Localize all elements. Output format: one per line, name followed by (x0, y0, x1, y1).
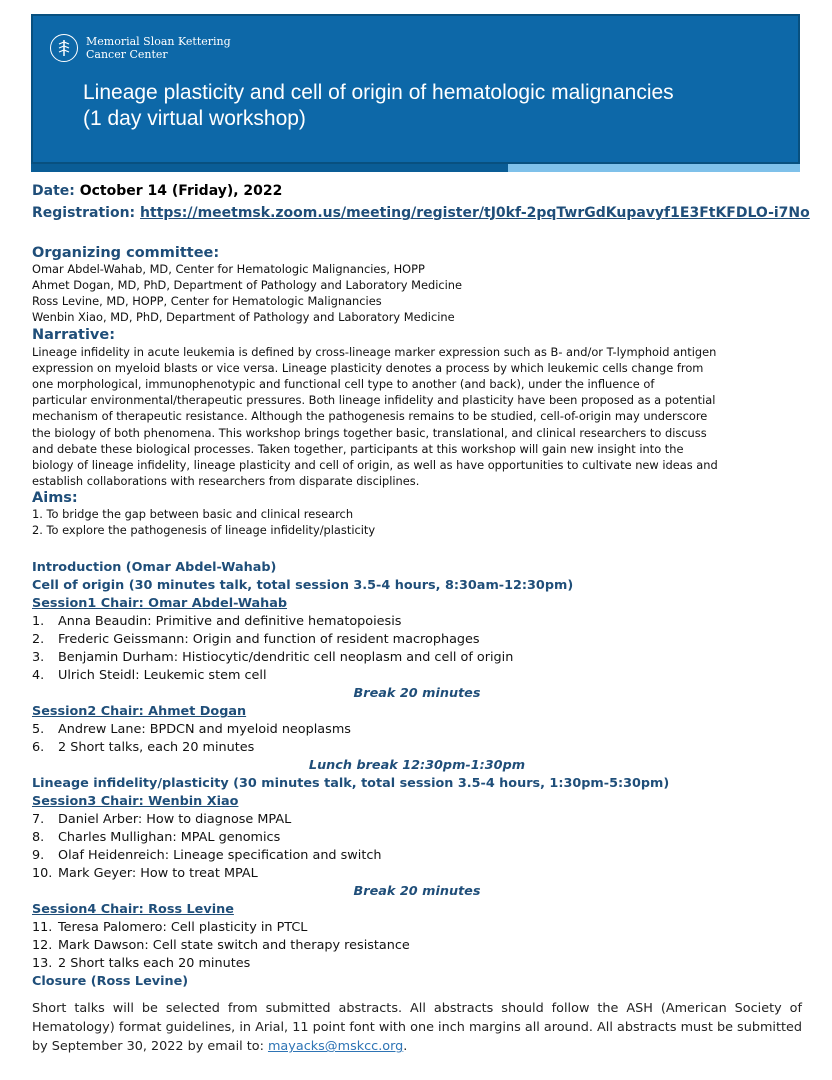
talk-number: 11. (32, 920, 53, 936)
list-item (32, 955, 802, 973)
document-body (32, 180, 810, 1056)
talk-text: Charles Mullighan: MPAL genomics (58, 830, 281, 846)
talk-number: 4. (32, 668, 45, 684)
list-item (32, 811, 802, 829)
talk-number: 13. (32, 956, 53, 972)
aim-item: 2. To explore the pathogenesis of lineage infidelity/plasticity (32, 523, 376, 538)
registration-row (32, 202, 810, 224)
date-row (32, 180, 802, 202)
banner-stripe (31, 164, 800, 172)
talk-number: 12. (32, 938, 53, 954)
talk-number: 3. (32, 650, 45, 666)
talk-text: Anna Beaudin: Primitive and definitive hematopoiesis (58, 614, 402, 630)
talk-number: 5. (32, 722, 45, 738)
narrative-line: particular environmental/therapeutic pressures. Both lineage infidelity and plasticity have been proposed as a potential (32, 393, 716, 408)
session3-chair: Session3 Chair: Wenbin Xiao (32, 794, 239, 810)
narrative-line: the biology of both phenomena. This workshop brings together basic, translational, and clinical researchers to discuss (32, 425, 707, 440)
list-item (32, 631, 802, 649)
aims-list (32, 507, 802, 539)
talk-text: Teresa Palomero: Cell plasticity in PTCL (58, 920, 308, 936)
list-item (32, 649, 802, 667)
talk-number: 7. (32, 812, 45, 828)
stripe-dark (31, 164, 508, 172)
footer-text: Short talks will be selected from submitted abstracts. All abstracts should follow the ASH (American Society of Hematology) format guidelines, in Arial, 11 point font with one inch margins all around. All abstracts must be submitted by September 30, 2022 by email to: (32, 1001, 802, 1055)
talk-text: Ulrich Steidl: Leukemic stem cell (58, 668, 267, 684)
logo-line1: Memorial Sloan Kettering (86, 35, 231, 48)
narrative-line: one morphological, immunophenotypic and functional cell type to another (and back), under the influence of (32, 377, 655, 392)
list-item (32, 613, 802, 631)
stripe-light (508, 164, 800, 172)
talk-text: Olaf Heidenreich: Lineage specification and switch (58, 848, 382, 864)
list-item (32, 667, 802, 685)
registration-link[interactable]: https://meetmsk.zoom.us/meeting/register/tJ0kf-2pqTwrGdKupavyf1E3FtKFDLO-i7No (140, 205, 810, 221)
msk-logo-icon (50, 34, 78, 62)
committee-heading: Organizing committee: (32, 245, 220, 261)
narrative-line: and debate these biological processes. Taken together, participants at this workshop will gain new insight into the (32, 441, 684, 456)
narrative-line: mechanism of therapeutic resistance. Although the pathogenesis remains to be studied, cell-of-origin may underscore (32, 409, 708, 424)
logo-text (86, 35, 231, 61)
narrative-line: biology of lineage infidelity, lineage plasticity and cell of origin, as well as have opportunities to cultivate new ideas and (32, 458, 718, 473)
committee-list (32, 262, 802, 326)
session1-talks (32, 613, 802, 685)
registration-label: Registration: (32, 205, 136, 221)
narrative-line: Lineage infidelity in acute leukemia is defined by cross-lineage marker expression such as B- and/or T-lymphoid antigen (32, 344, 717, 359)
narrative-line: expression on myeloid blasts or vice versa. Lineage plasticity denotes a process by which leukemic cells change from (32, 360, 704, 375)
aims-heading: Aims: (32, 490, 78, 507)
session3-talks (32, 811, 802, 883)
title-line1: Lineage plasticity and cell of origin of hematologic malignancies (83, 81, 674, 104)
talk-text: Mark Geyer: How to treat MPAL (58, 866, 258, 882)
date-label: Date: (32, 183, 75, 199)
part1-heading: Cell of origin (30 minutes talk, total session 3.5-4 hours, 8:30am-12:30pm) (32, 578, 574, 594)
session2-chair: Session2 Chair: Ahmet Dogan (32, 704, 247, 720)
narrative-text (32, 344, 802, 490)
talk-text: 2 Short talks, each 20 minutes (58, 740, 255, 756)
introduction: Introduction (Omar Abdel-Wahab) (32, 560, 277, 576)
talk-text: Mark Dawson: Cell state switch and therapy resistance (58, 938, 410, 954)
talk-number: 8. (32, 830, 45, 846)
committee-member: Ross Levine, MD, HOPP, Center for Hematologic Malignancies (32, 293, 382, 308)
list-item (32, 847, 802, 865)
list-item (32, 739, 802, 757)
title-line2: (1 day virtual workshop) (83, 107, 306, 130)
logo-line2: Cancer Center (86, 48, 168, 61)
talk-number: 6. (32, 740, 45, 756)
committee-member: Omar Abdel-Wahab, MD, Center for Hematologic Malignancies, HOPP (32, 262, 425, 276)
list-item (32, 865, 802, 883)
closure: Closure (Ross Levine) (32, 974, 189, 990)
list-item (32, 829, 802, 847)
page-title (83, 80, 783, 132)
narrative-heading: Narrative: (32, 326, 115, 343)
footer-note (32, 999, 802, 1056)
contact-email-link[interactable]: mayacks@mskcc.org (267, 1039, 404, 1055)
part2-heading: Lineage infidelity/plasticity (30 minutes talk, total session 3.5-4 hours, 1:30pm-5:30pm) (32, 776, 670, 792)
break-1: Break 20 minutes (353, 686, 481, 702)
talk-number: 2. (32, 632, 45, 648)
lunch-break: Lunch break 12:30pm-1:30pm (308, 758, 526, 774)
date-value: October 14 (Friday), 2022 (79, 183, 283, 199)
talk-number: 10. (32, 866, 53, 882)
talk-text: Daniel Arber: How to diagnose MPAL (58, 812, 292, 828)
session1-chair: Session1 Chair: Omar Abdel-Wahab (32, 596, 288, 612)
talk-number: 9. (32, 848, 45, 864)
talk-text: 2 Short talks each 20 minutes (58, 956, 251, 972)
footer-end: . (403, 1039, 408, 1055)
list-item (32, 937, 802, 955)
talk-text: Andrew Lane: BPDCN and myeloid neoplasms (58, 722, 351, 738)
talk-text: Benjamin Durham: Histiocytic/dendritic cell neoplasm and cell of origin (58, 650, 514, 666)
list-item (32, 721, 802, 739)
committee-member: Wenbin Xiao, MD, PhD, Department of Pathology and Laboratory Medicine (32, 309, 455, 324)
session2-talks (32, 721, 802, 757)
session4-talks (32, 919, 802, 973)
list-item (32, 919, 802, 937)
break-2: Break 20 minutes (353, 884, 481, 900)
talk-number: 1. (32, 614, 45, 630)
narrative-line: establish collaborations with researchers from disparate disciplines. (32, 474, 420, 489)
talk-text: Frederic Geissmann: Origin and function of resident macrophages (58, 632, 480, 648)
aim-item: 1. To bridge the gap between basic and clinical research (32, 507, 354, 522)
committee-member: Ahmet Dogan, MD, PhD, Department of Pathology and Laboratory Medicine (32, 277, 463, 292)
msk-logo (50, 34, 231, 62)
session4-chair: Session4 Chair: Ross Levine (32, 902, 234, 918)
